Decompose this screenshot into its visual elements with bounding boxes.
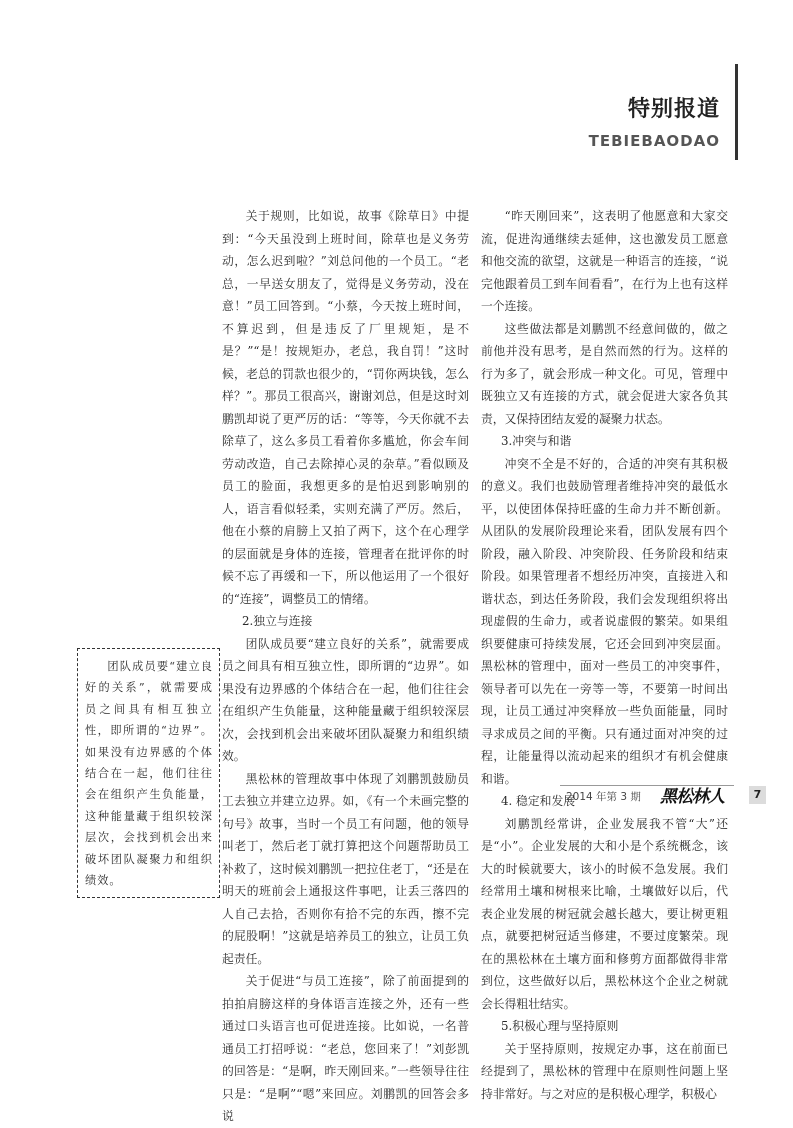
- paragraph: 团队成员要“建立良好的关系”，就需要成员之间具有相互独立性，即所谓的“边界”。如果没有边界感的个体结合在一起，他们往往会在组织产生负能量，这种能量藏于组织较深层次，会找到机会出来破坏团队凝聚力和组织绩效。: [222, 636, 469, 763]
- paragraph: 刘鹏凯经常讲，企业发展我不管“大”还是“小”。企业发展的大和小是个系统概念，该大的时候就要大，该小的时候不急发展。我们经常用土壤和树根来比喻，土壤做好以后，代表企业发展的树冠就会越长越大，要让树更粗点，就要把树冠适当修建，不要过度繁荣。现在的黑松林在土壤方面和修剪方面都做得非常到位，这些做好以后，黑松林这个企业之树就会长得粗壮结实。: [481, 816, 728, 1011]
- header-divider-rule: [735, 64, 738, 160]
- paragraph: 关于坚持原则，按规定办事，这在前面已经提到了，黑松林的管理中在原则性问题上坚持非常好。与之对应的是积极心理学，积极心: [481, 1041, 728, 1101]
- subheading: 2.独立与连接: [242, 614, 313, 628]
- issue-label: 2014 年第 3 期: [566, 791, 641, 803]
- section-subtitle: TEBIEBAODAO: [588, 132, 720, 150]
- pull-quote-box: [77, 648, 220, 898]
- paragraph: 关于规则，比如说，故事《除草日》中提到：“今天虽没到上班时间，除草也是义务劳动，怎么迟到啦？”刘总问他的一个员工。“老总，一早送女朋友了，觉得是义务劳动，没在意！”员工回答到。“小蔡，今天按上班时间，不算迟到，但是违反了厂里规矩，是不是？”“是！按规矩办，老总，我自罚！”这时候，老总的罚款也很少的，“罚你两块钱，怎么样？”。那员工很高兴，谢谢刘总，但是这时刘鹏凯却说了更严厉的话：“等等，今天你就不去除草了，这么多员工看着你多尴尬，你会车间劳动改造，自己去除掉心灵的杂草。”看似顾及员工的脸面，我想更多的是怕迟到影响别的人，语言看似轻柔，实则充满了严厉。然后，他在小蔡的肩膀上又拍了两下，这个在心理学的层面就是身体的连接，管理者在批评你的时候不忘了再缓和一下，所以他运用了一个很好的“连接”，调整员工的情绪。: [222, 209, 469, 606]
- article-column-left: [222, 205, 469, 1123]
- subheading: 4. 稳定和发展: [501, 794, 576, 808]
- paragraph: “昨天刚回来”，这表明了他愿意和大家交流，促进沟通继续去延伸，这也激发员工愿意和他交流的欲望，这就是一种语言的连接，“说完他跟着员工到车间看看”，在行为上也有这样一个连接。: [481, 209, 728, 313]
- paragraph: 这些做法都是刘鹏凯不经意间做的，做之前他并没有思考，是自然而然的行为。这样的行为多了，就会形成一种文化。可见，管理中既独立又有连接的方式，就会促进大家各负其责，又保持团结友爱的凝聚力状态。: [481, 321, 728, 426]
- paragraph: 关于促进“与员工连接”，除了前面提到的拍拍肩膀这样的身体语言连接之外，还有一些通过口头语言也可促进连接。比如说，一名普通员工打招呼说：“老总，您回来了！”刘彭凯的回答是：“是啊，昨天刚回来。”一些领导往往只是：“是啊”“嗯”来回应。刘鹏凯的回答会多说: [222, 974, 469, 1123]
- subheading: 3.冲突与和谐: [501, 434, 572, 448]
- subheading: 5.积极心理与坚持原则: [501, 1019, 619, 1033]
- magazine-logo: 黑松林人: [660, 787, 724, 807]
- section-title: 特别报道: [627, 97, 720, 122]
- paragraph: 冲突不全是不好的，合适的冲突有其积极的意义。我们也鼓励管理者维持冲突的最低水平，以使团体保持旺盛的生命力并不断创新。从团队的发展阶段理论来看，团队发展有四个阶段，融入阶段、冲突阶段、任务阶段和结束阶段。如果管理者不想经历冲突，直接进入和谐状态，到达任务阶段，我们会发现组织将出现虚假的生命力，或者说虚假的繁荣。如果组织要健康可持续发展，它还会回到冲突层面。黑松林的管理中，面对一些员工的冲突事件，领导者可以先在一旁等一等，不要第一时间出现，让员工通过冲突释放一些负面能量，同时寻求成员之间的平衡。只有通过面对冲突的过程，让能量得以流动起来的组织才有机会健康和谐。: [481, 456, 728, 786]
- page-number: 7: [749, 786, 766, 804]
- pull-quote-text: 团队成员要“建立良好的关系”，就需要成员之间具有相互独立性，即所谓的“边界”。如果没有边界感的个体结合在一起，他们往往会在组织产生负能量，这种能量藏于组织较深层次，会找到机会出来破坏团队凝聚力和组织绩效。: [85, 660, 213, 888]
- paragraph: 黑松林的管理故事中体现了刘鹏凯鼓励员工去独立并建立边界。如，《有一个未画完整的句号》故事，当时一个员工有问题，他的领导叫老丁，然后老丁就打算把这个问题帮助员工补救了，这时候刘鹏凯一把拉住老丁，“还是在明天的班前会上通报这件事吧，让丢三落四的人自己去拾，否则你有拾不完的东西，擦不完的屁股啊！”这就是培养员工的独立，让员工负起责任。: [222, 771, 469, 966]
